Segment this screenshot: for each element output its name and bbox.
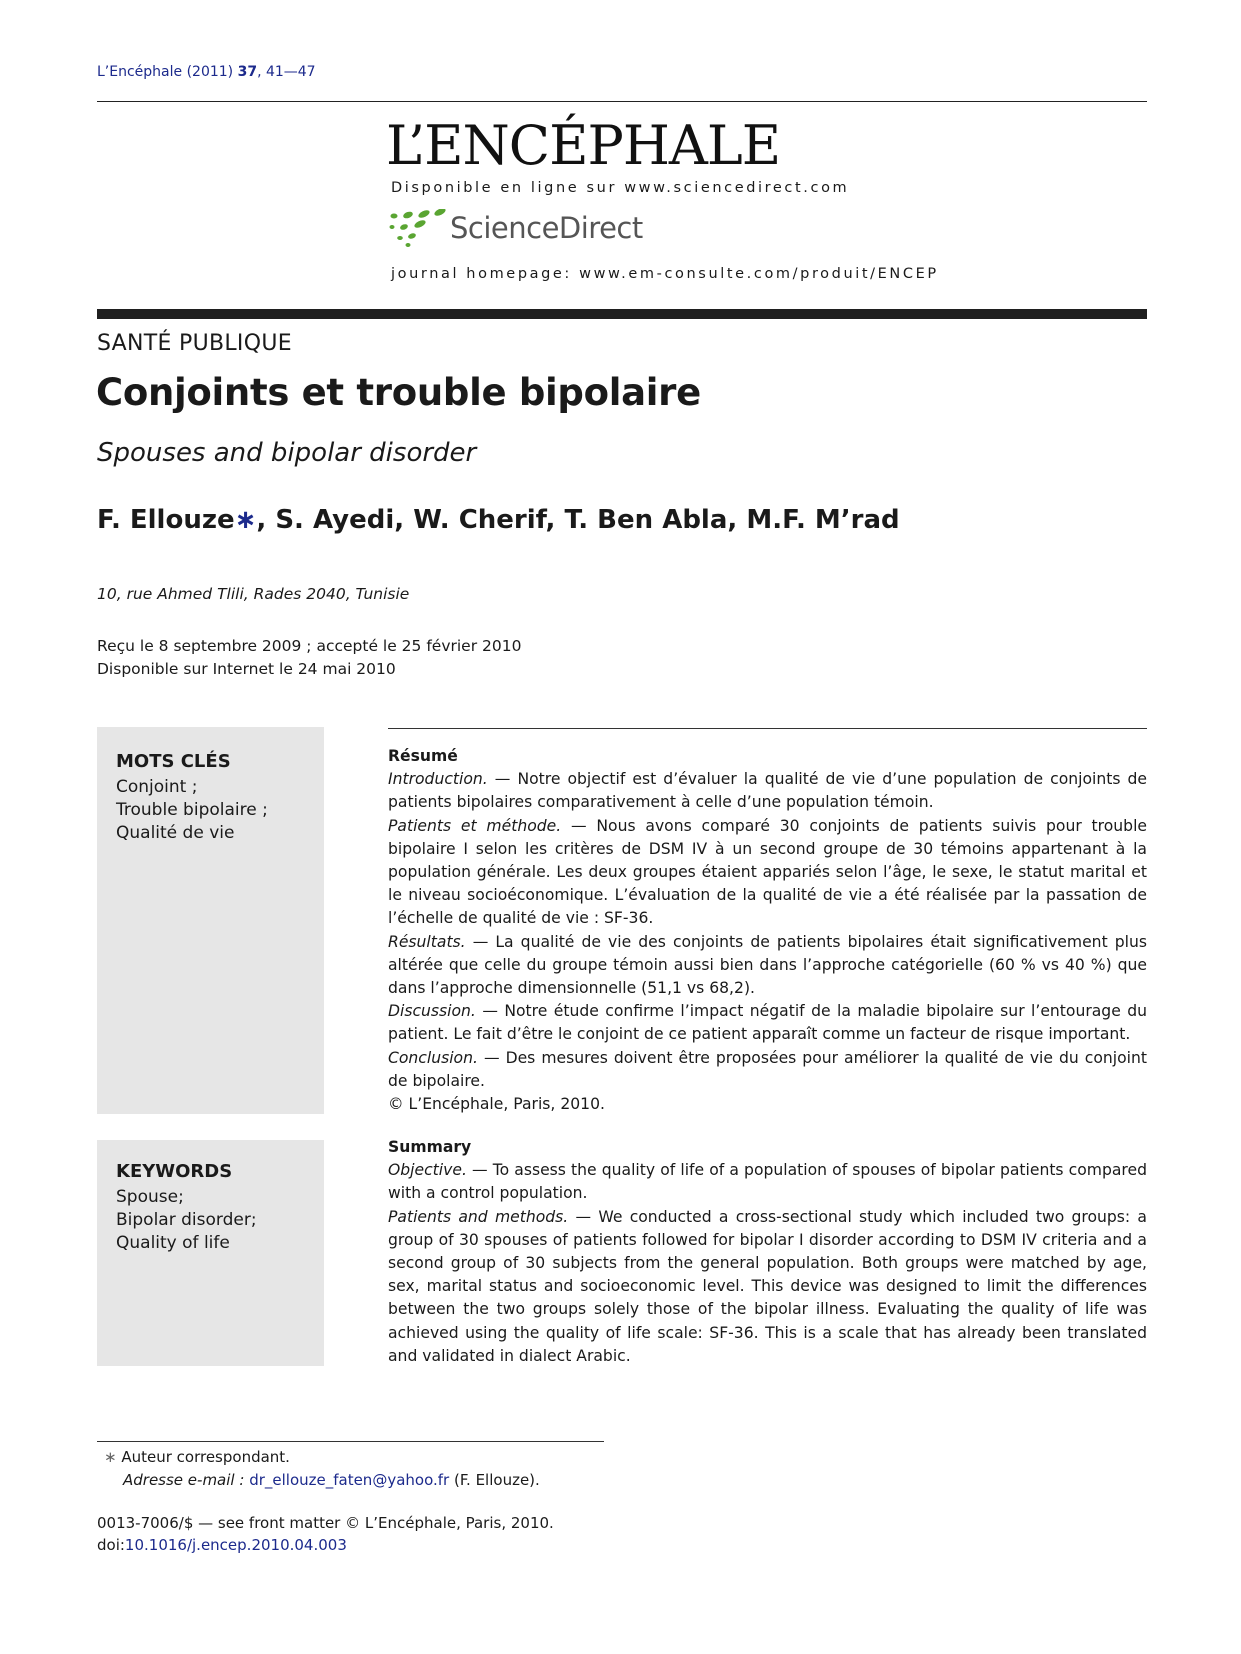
corresponding-author-note [104, 1446, 540, 1469]
keywords-en-list [116, 1186, 257, 1255]
resume-introduction [388, 768, 1147, 814]
summary-methods-text: — We conducted a cross-sectional study which included two groups: a group of 30 spouses of patients followed for bipolar I disorder according to DSM IV criteria and a second group of 30 subjects from the general population. Both groups were matched by age, sex, marital status and socioeconomic level. This device was designed to limit the differences between the two groups solely those of the bipolar illness. Evaluating the quality of life was achieved using the quality of life scale: SF-36. This is a scale that has already been translated and validated in dialect Arabic. [388, 1207, 1147, 1365]
keyword-item: Trouble bipolaire ; [116, 800, 268, 820]
resume-discussion [388, 1000, 1147, 1046]
keywords-fr-heading: MOTS CLÉS [116, 751, 231, 772]
article-dates [97, 635, 521, 681]
affiliation: 10, rue Ahmed Tlili, Rades 2040, Tunisie [97, 585, 410, 603]
keyword-item: Bipolar disorder; [116, 1210, 257, 1230]
journal-citation [97, 64, 316, 80]
summary-abstract [388, 1136, 1147, 1368]
resume-copyright: © L’Encéphale, Paris, 2010. [388, 1095, 605, 1114]
resume-methods-label: Patients et méthode. [388, 816, 562, 835]
summary-objective-text: — To assess the quality of life of a population of spouses of bipolar patients compared with a control population. [388, 1161, 1147, 1203]
email-owner: (F. Ellouze). [449, 1471, 540, 1489]
header-rule [97, 101, 1147, 102]
doi-label: doi: [97, 1536, 125, 1554]
resume-abstract [388, 745, 1147, 1116]
resume-discussion-label: Discussion. [388, 1002, 476, 1021]
summary-methods [388, 1206, 1147, 1368]
doi-line [97, 1534, 554, 1556]
co-authors: , S. Ayedi, W. Cherif, T. Ben Abla, M.F. M’rad [256, 505, 900, 535]
issn-line: 0013-7006/$ — see front matter © L’Encéphale, Paris, 2010. [97, 1514, 554, 1532]
author-list [97, 505, 900, 535]
online-date: Disponible sur Internet le 24 mai 2010 [97, 660, 396, 678]
resume-discussion-text: — Notre étude confirme l’impact négatif de la maladie bipolaire sur l’entourage du patient. Le fait d’être le conjoint de ce patient apparaît comme un facteur de risque important. [388, 1002, 1147, 1044]
sciencedirect-name: ScienceDirect [450, 211, 643, 245]
article-title: Conjoints et trouble bipolaire [96, 371, 701, 414]
corresponding-author-marker[interactable]: ∗ [234, 505, 257, 535]
online-availability: Disponible en ligne sur www.sciencedirect.com [391, 180, 850, 196]
first-author: F. Ellouze [97, 505, 235, 535]
abstract-rule [388, 728, 1147, 729]
resume-conclusion [388, 1047, 1147, 1093]
summary-methods-label: Patients and methods. [388, 1207, 569, 1226]
email-link[interactable]: dr_ellouze_faten@yahoo.fr [249, 1471, 450, 1489]
resume-results-label: Résultats. [388, 932, 466, 951]
footnote [104, 1446, 540, 1492]
resume-intro-text: — Notre objectif est d’évaluer la qualité de vie d’une population de conjoints de patients bipolaires comparativement à celle d’une population témoin. [388, 770, 1147, 812]
resume-intro-label: Introduction. [388, 770, 488, 789]
title-divider [97, 309, 1147, 319]
keyword-item: Conjoint ; [116, 777, 198, 797]
doi-link[interactable]: 10.1016/j.encep.2010.04.003 [124, 1536, 347, 1554]
journal-logo: L’ENCÉPHALE [386, 114, 781, 177]
resume-heading: Résumé [388, 747, 458, 765]
resume-methods [388, 815, 1147, 931]
keywords-en-heading: KEYWORDS [116, 1161, 233, 1182]
summary-objective [388, 1159, 1147, 1205]
footnote-marker: ∗ [104, 1448, 117, 1466]
keywords-en-box [97, 1140, 324, 1366]
resume-results [388, 931, 1147, 1001]
citation-pages: , 41—47 [257, 64, 316, 80]
sciencedirect-dots-icon [388, 209, 448, 249]
front-matter [97, 1512, 554, 1556]
received-accepted-date: Reçu le 8 septembre 2009 ; accepté le 25 février 2010 [97, 637, 522, 655]
sciencedirect-logo [388, 207, 688, 251]
resume-methods-text: — Nous avons comparé 30 conjoints de patients suivis pour trouble bipolaire I selon les critères de DSM IV à un second groupe de 30 témoins appartenant à la population générale. Les deux groupes étaient appariés selon l’âge, le sexe, le statut marital et le niveau socioéconomique. L’évaluation de la qualité de vie a été réalisée par la passation de l’échelle de qualité de vie : SF-36. [388, 816, 1147, 928]
citation-volume: 37 [237, 64, 258, 80]
citation-journal: L’Encéphale (2011) [97, 64, 238, 80]
resume-conclusion-text: — Des mesures doivent être proposées pour améliorer la qualité de vie du conjoint de bipolaire. [388, 1048, 1147, 1090]
keywords-fr-list [116, 776, 268, 845]
email-label: Adresse e-mail : [123, 1471, 250, 1489]
keyword-item: Qualité de vie [116, 823, 235, 843]
footnote-rule [97, 1441, 604, 1442]
article-subtitle: Spouses and bipolar disorder [97, 438, 477, 468]
corresponding-label: Auteur correspondant. [116, 1448, 290, 1466]
keyword-item: Spouse; [116, 1187, 184, 1207]
summary-heading: Summary [388, 1138, 472, 1156]
journal-homepage: journal homepage: www.em-consulte.com/produit/ENCEP [391, 266, 939, 282]
keyword-item: Quality of life [116, 1233, 230, 1253]
keywords-fr-box [97, 727, 324, 1114]
resume-results-text: — La qualité de vie des conjoints de patients bipolaires était significativement plus altérée que celle du groupe témoin aussi bien dans l’approche catégorielle (60 % vs 40 %) que dans l’approche dimensionnelle (51,1 vs 68,2). [388, 932, 1147, 998]
section-label: SANTÉ PUBLIQUE [97, 331, 292, 356]
email-line [104, 1469, 540, 1492]
resume-conclusion-label: Conclusion. [388, 1048, 478, 1067]
summary-objective-label: Objective. [388, 1161, 467, 1180]
